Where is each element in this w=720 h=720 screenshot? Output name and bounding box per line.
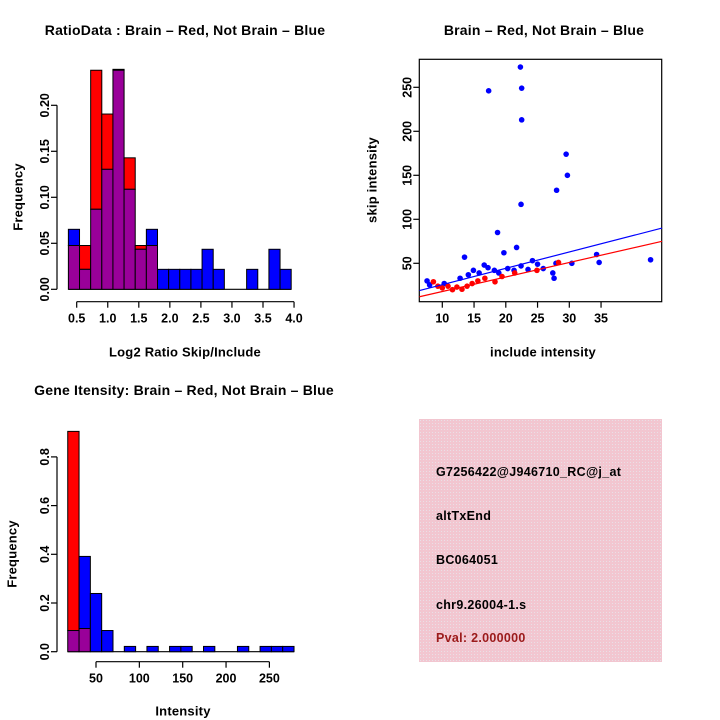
hist-bar-overlap-segment	[68, 631, 79, 652]
scatter-point-blue	[495, 230, 501, 236]
hist-bar-segment	[135, 246, 146, 250]
hist-bar-segment	[283, 646, 294, 651]
info-box	[419, 419, 662, 662]
locus-text: chr9.26004-1.s	[436, 598, 527, 612]
hist-bar-overlap-segment	[102, 169, 113, 289]
hist-bar-segment	[269, 249, 280, 289]
pval-text: Pval: 2.000000	[436, 631, 526, 645]
hist-bar-overlap-segment	[80, 269, 91, 289]
hist-bar-overlap-segment	[79, 629, 90, 652]
scatter-point-blue	[550, 270, 556, 276]
x-tick-label: 3.5	[254, 311, 272, 326]
y-tick-label: 0.0	[38, 643, 52, 661]
scatter-point-blue	[518, 202, 524, 208]
hist-bar-segment	[102, 631, 113, 652]
x-tick-label: 2.0	[161, 311, 179, 326]
hist-bar-segment	[102, 114, 113, 169]
scatter-title: Brain – Red, Not Brain – Blue	[443, 22, 645, 38]
hist-bar-overlap-segment	[91, 209, 102, 289]
hist-bar-segment	[68, 431, 79, 630]
ratio-histogram-title: RatioData : Brain – Red, Not Brain – Blue	[44, 22, 326, 38]
y-tick-label: 0.20	[38, 93, 52, 118]
scatter-point-blue	[519, 85, 525, 91]
y-tick-label: 0.15	[38, 139, 52, 164]
gene-histogram-title: Gene Itensity: Brain – Red, Not Brain – Blue	[34, 382, 334, 398]
probe-id-text: G7256422@J946710_RC@j_at	[436, 465, 622, 479]
hist-bar-segment	[260, 646, 271, 651]
hist-bar-segment	[68, 229, 79, 245]
y-tick-label: 100	[400, 208, 415, 230]
hist-bar-segment	[204, 646, 215, 651]
scatter-point-red	[482, 275, 488, 281]
y-tick-label: 0.00	[38, 277, 52, 302]
ratio-histogram-ylabel: Frequency	[10, 163, 26, 231]
gene-histogram-xlabel: Intensity	[155, 703, 211, 719]
scatter-point-blue	[485, 265, 491, 271]
y-tick-label: 150	[400, 164, 415, 186]
hist-bar-segment	[80, 246, 91, 270]
scatter-point-blue	[519, 117, 525, 123]
scatter-point-blue	[518, 64, 524, 70]
x-tick-label: 50	[89, 671, 103, 686]
y-tick-label: 0.05	[38, 231, 52, 256]
fit-line-blue	[419, 228, 662, 290]
scatter-point-red	[440, 285, 446, 291]
scatter-point-blue	[466, 272, 472, 278]
y-tick-label: 0.10	[38, 185, 52, 210]
x-tick-label: 20	[498, 311, 513, 326]
x-tick-label: 3.0	[223, 311, 241, 326]
scatter-xlabel: include intensity	[490, 344, 596, 360]
hist-bar-segment	[181, 646, 192, 651]
y-tick-label: 0.2	[38, 594, 52, 612]
hist-bar-segment	[146, 229, 157, 245]
scatter-point-blue	[486, 88, 492, 94]
hist-bar-segment	[147, 646, 158, 651]
hist-bar-segment	[79, 556, 90, 628]
splice-type-text: altTxEnd	[436, 509, 492, 523]
y-tick-label: 50	[400, 256, 415, 271]
hist-bar-overlap-segment	[68, 246, 79, 290]
accession-text: BC064051	[436, 553, 499, 567]
y-tick-label: 0.6	[38, 496, 52, 515]
plot-box	[419, 59, 661, 301]
x-tick-label: 0.5	[68, 311, 86, 326]
x-tick-label: 200	[215, 671, 237, 686]
x-tick-label: 100	[128, 671, 150, 686]
hist-bar-segment	[271, 646, 282, 651]
x-tick-label: 25	[530, 311, 545, 326]
scatter-point-blue	[563, 151, 569, 157]
x-tick-label: 30	[562, 311, 577, 326]
x-tick-label: 2.5	[192, 311, 210, 326]
hist-bar-segment	[213, 269, 224, 289]
scatter-point-blue	[596, 260, 602, 266]
scatter-point-blue	[501, 250, 507, 256]
y-tick-label: 200	[400, 120, 415, 142]
hist-bar-segment	[280, 269, 291, 289]
scatter-point-blue	[565, 173, 571, 179]
x-tick-label: 35	[594, 311, 609, 326]
hist-bar-segment	[124, 646, 135, 651]
scatter-point-blue	[462, 254, 468, 260]
hist-bar-segment	[90, 593, 101, 651]
x-tick-label: 250	[258, 671, 280, 686]
hist-bar-overlap-segment	[146, 246, 157, 290]
scatter-point-blue	[471, 268, 477, 274]
gene-histogram-ylabel: Frequency	[4, 520, 20, 588]
y-tick-label: 250	[400, 76, 415, 98]
hist-bar-segment	[91, 70, 102, 209]
hist-bar-segment	[158, 269, 169, 289]
hist-bar-overlap-segment	[124, 189, 135, 289]
hist-bar-segment	[124, 158, 135, 189]
y-tick-label: 0.4	[38, 545, 52, 563]
scatter-point-blue	[535, 261, 541, 267]
fit-line-red	[419, 241, 662, 296]
hist-bar-segment	[191, 269, 202, 289]
hist-bar-segment	[237, 646, 248, 651]
hist-bar-segment	[202, 249, 213, 289]
y-tick-label: 0.8	[38, 448, 52, 466]
scatter-point-blue	[514, 245, 520, 251]
ratio-histogram-xlabel: Log2 Ratio Skip/Include	[109, 344, 261, 360]
x-tick-label: 1.0	[99, 311, 117, 326]
scatter-point-blue	[551, 275, 557, 281]
hist-bar-segment	[180, 269, 191, 289]
x-tick-label: 10	[435, 311, 450, 326]
scatter-ylabel: skip intensity	[364, 137, 380, 223]
hist-bar-overlap-segment	[135, 249, 146, 289]
x-tick-label: 4.0	[285, 311, 303, 326]
x-tick-label: 15	[467, 311, 482, 326]
scatter-point-red	[431, 279, 437, 285]
hist-bar-segment	[247, 269, 258, 289]
hist-bar-segment	[169, 269, 180, 289]
hist-bar-segment	[170, 646, 181, 651]
scatter-point-blue	[554, 187, 560, 193]
x-tick-label: 1.5	[130, 311, 148, 326]
hist-bar-overlap-segment	[113, 70, 124, 289]
scatter-point-blue	[648, 257, 654, 263]
x-tick-label: 150	[172, 671, 194, 686]
